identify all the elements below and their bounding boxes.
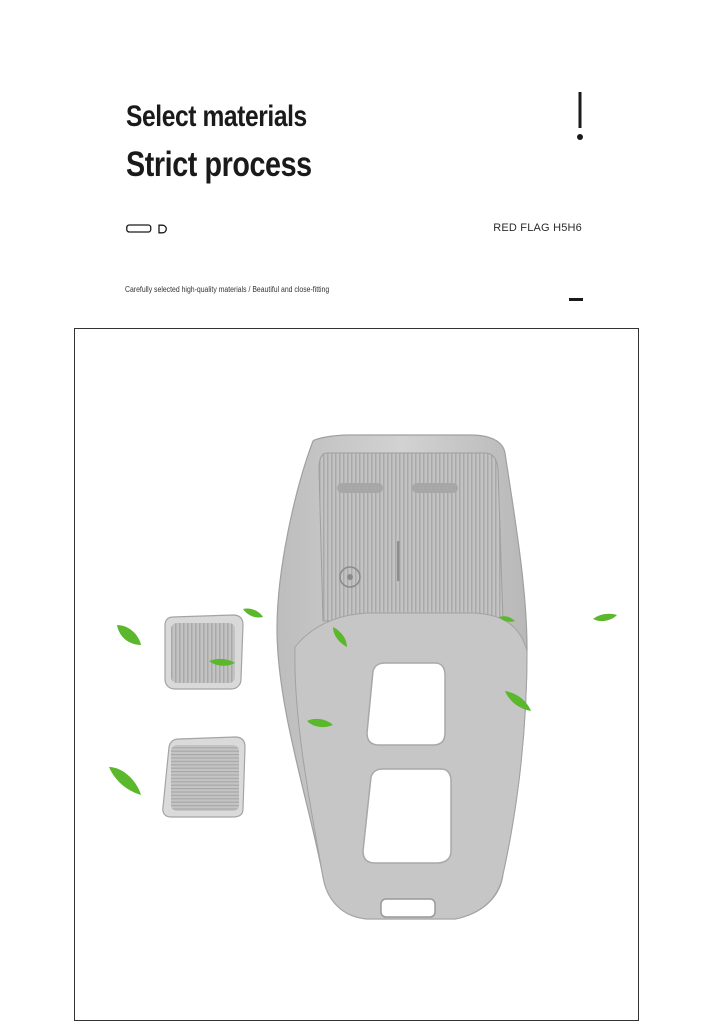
bar-d-icon bbox=[126, 224, 170, 234]
small-pad-top bbox=[165, 615, 243, 689]
console-mat bbox=[277, 435, 527, 919]
title-line-1: Select materials bbox=[126, 100, 307, 133]
dash-icon bbox=[569, 298, 583, 301]
product-photo-frame bbox=[74, 328, 639, 1021]
tagline: Carefully selected high-quality materials / Beautiful and close-fitting bbox=[125, 285, 330, 294]
small-pad-bottom bbox=[163, 737, 245, 817]
title-line-2: Strict process bbox=[126, 145, 312, 184]
exclamation-mark-icon bbox=[576, 92, 584, 142]
model-label: RED FLAG H5H6 bbox=[493, 222, 582, 234]
product-photo bbox=[75, 329, 639, 1021]
